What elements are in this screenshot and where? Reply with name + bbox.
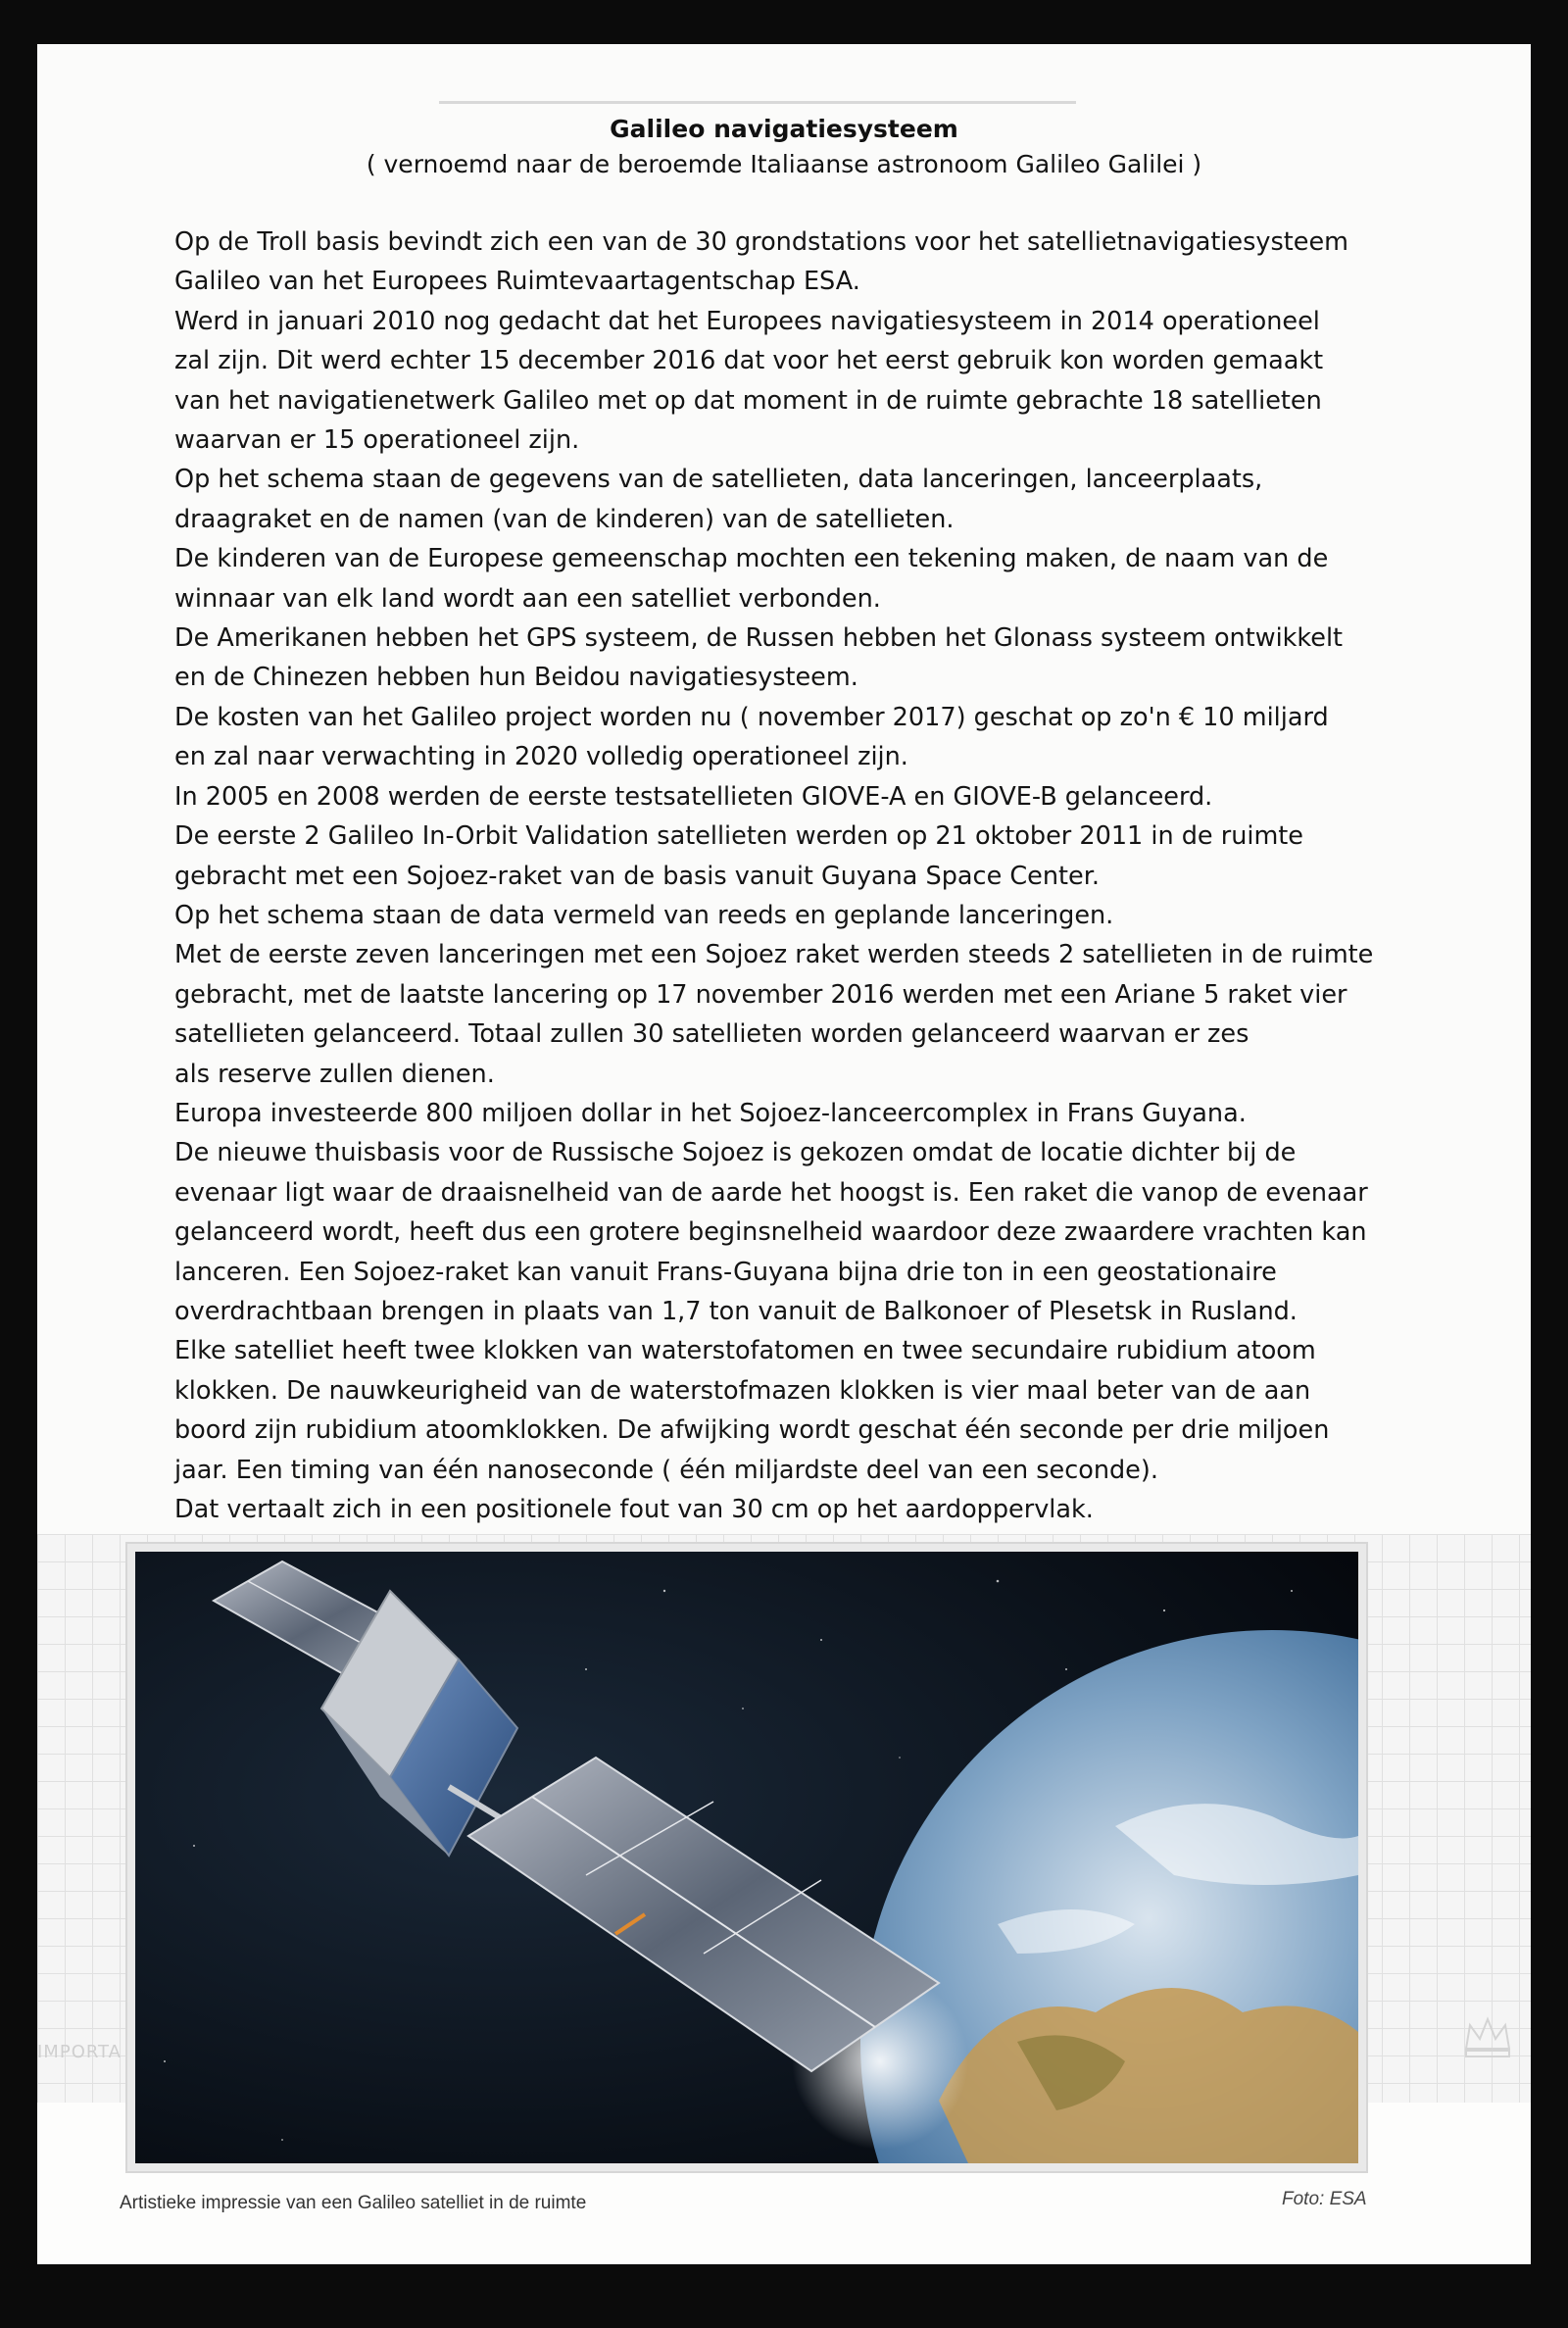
body-line: Europa investeerde 800 miljoen dollar in het Sojoez-lanceercomplex in Frans Guyana.: [174, 1098, 1247, 1128]
photo-frame: [125, 1542, 1368, 2173]
page-title: Galileo navigatiesysteem: [610, 115, 958, 143]
body-line: klokken. De nauwkeurigheid van de waterstofmazen klokken is vier maal beter van de aan: [174, 1375, 1311, 1406]
body-line: evenaar ligt waar de draaisnelheid van de aarde het hoogst is. Een raket die vanop de evenaar: [174, 1177, 1368, 1208]
body-line: en zal naar verwachting in 2020 volledig operationeel zijn.: [174, 742, 908, 772]
body-line: De kinderen van de Europese gemeenschap mochten een tekening maken, de naam van de: [174, 544, 1329, 574]
body-line: en de Chinezen hebben hun Beidou navigatiesysteem.: [174, 663, 858, 693]
body-line: Galileo van het Europees Ruimtevaartagentschap ESA.: [174, 267, 860, 297]
satellite-earth-photo: [135, 1552, 1358, 2163]
body-line: Op het schema staan de data vermeld van reeds en geplande lanceringen.: [174, 900, 1114, 930]
top-divider: [439, 101, 1076, 104]
body-text: [174, 223, 1439, 1529]
photo-credit: Foto: ESA: [1282, 2189, 1367, 2209]
body-line: boord zijn rubidium atoomklokken. De afwijking wordt geschat één seconde per drie miljoen: [174, 1415, 1330, 1446]
body-line: Met de eerste zeven lanceringen met een Sojoez raket werden steeds 2 satellieten in de ruimte: [174, 940, 1374, 970]
body-line: Op de Troll basis bevindt zich een van de 30 grondstations voor het satellietnavigatiesysteem: [174, 227, 1348, 257]
body-line: In 2005 en 2008 werden de eerste testsatellieten GIOVE-A en GIOVE-B gelanceerd.: [174, 781, 1213, 812]
page-subtitle: ( vernoemd naar de beroemde Italiaanse astronoom Galileo Galilei ): [366, 150, 1202, 178]
body-line: gebracht met een Sojoez-raket van de basis vanuit Guyana Space Center.: [174, 861, 1100, 891]
body-line: De kosten van het Galileo project worden nu ( november 2017) geschat op zo'n € 10 miljard: [174, 702, 1329, 732]
body-line: van het navigatienetwerk Galileo met op dat moment in de ruimte gebrachte 18 satellieten: [174, 385, 1322, 416]
body-line: als reserve zullen dienen.: [174, 1059, 495, 1089]
body-line: winnaar van elk land wordt aan een satelliet verbonden.: [174, 583, 881, 614]
body-line: Werd in januari 2010 nog gedacht dat het Europees navigatiesysteem in 2014 operationeel: [174, 306, 1320, 336]
body-line: De eerste 2 Galileo In-Orbit Validation satellieten werden op 21 oktober 2011 in de ruimte: [174, 821, 1303, 852]
body-line: satellieten gelanceerd. Totaal zullen 30 satellieten worden gelanceerd waarvan er zes: [174, 1019, 1250, 1050]
body-line: De Amerikanen hebben het GPS systeem, de Russen hebben het Glonass systeem ontwikkelt: [174, 623, 1344, 654]
body-line: Dat vertaalt zich in een positionele fout van 30 cm op het aardoppervlak.: [174, 1495, 1094, 1524]
crown-watermark-icon: [1458, 2009, 1517, 2068]
body-line: Op het schema staan de gegevens van de satellieten, data lanceringen, lanceerplaats,: [174, 465, 1263, 495]
body-line: waarvan er 15 operationeel zijn.: [174, 425, 580, 456]
watermark-text: IMPORTA: [37, 2042, 122, 2062]
album-page: [37, 44, 1531, 2264]
body-line: gebracht, met de laatste lancering op 17 november 2016 werden met een Ariane 5 raket vier: [174, 979, 1348, 1010]
body-line: De nieuwe thuisbasis voor de Russische Sojoez is gekozen omdat de locatie dichter bij de: [174, 1138, 1297, 1168]
body-line: gelanceerd wordt, heeft dus een grotere beginsnelheid waardoor deze zwaardere vrachten kan: [174, 1217, 1367, 1248]
body-line: lanceren. Een Sojoez-raket kan vanuit Frans-Guyana bijna drie ton in een geostationaire: [174, 1257, 1277, 1287]
body-line: jaar. Een timing van één nanoseconde ( één miljardste deel van een seconde).: [174, 1455, 1158, 1485]
photo-caption: Artistieke impressie van een Galileo satelliet in de ruimte: [120, 2193, 587, 2213]
body-line: Elke satelliet heeft twee klokken van waterstofatomen en twee secundaire rubidium atoom: [174, 1336, 1316, 1366]
body-line: draagraket en de namen (van de kinderen) van de satellieten.: [174, 504, 955, 534]
body-line: overdrachtbaan brengen in plaats van 1,7 ton vanuit de Balkonoer of Plesetsk in Rusland.: [174, 1296, 1298, 1326]
body-line: zal zijn. Dit werd echter 15 december 2016 dat voor het eerst gebruik kon worden gemaakt: [174, 346, 1324, 376]
